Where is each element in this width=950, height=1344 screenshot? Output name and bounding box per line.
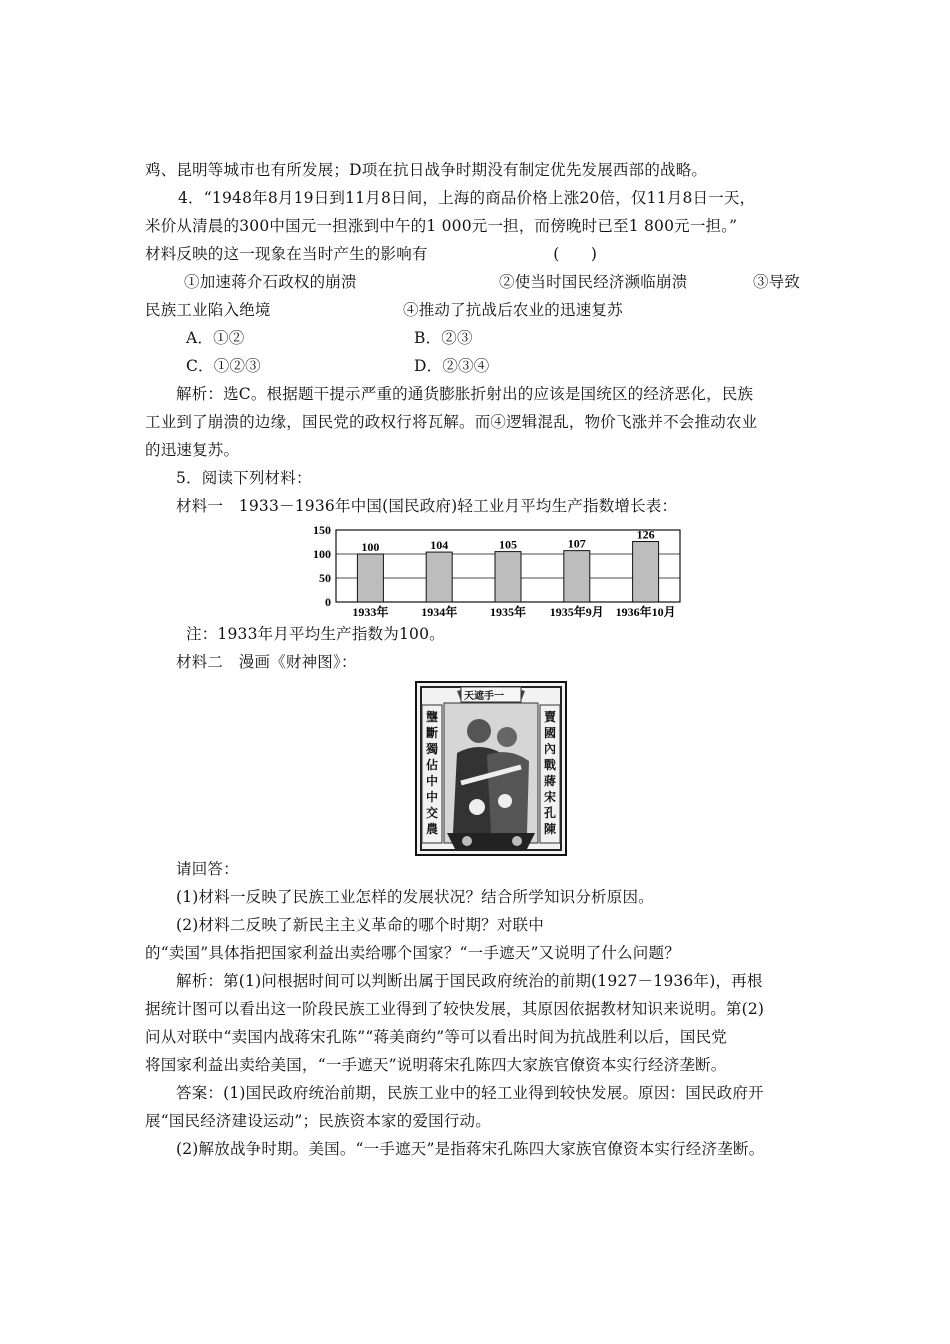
question-5-stem: 5．阅读下列材料： [176, 469, 312, 487]
answer-text: (2)解放战争时期。美国。“一手遮天”是指蒋宋孔陈四大家族官僚资本实行经济垄断。 [176, 1140, 765, 1158]
bar-value-label: 104 [430, 538, 449, 553]
text-line: 的“卖国”具体指把国家利益出卖给哪个国家？“一手遮天”又说明了什么问题？ [145, 944, 680, 962]
text-line: 将国家利益出卖给美国，“一手遮天”说明蒋宋孔陈四大家族官僚资本实行经济垄断。 [145, 1056, 727, 1074]
analysis-text: 解析：第(1)问根据时间可以判断出属于国民政府统治的前期(1927－1936年)，再根 [176, 972, 763, 990]
sub-question-1: (1)材料一反映了民族工业怎样的发展状况？结合所学知识分析原因。 [176, 888, 654, 906]
text-line: 展“国民经济建设运动”；民族资本家的爱国行动。 [145, 1112, 491, 1130]
bar [495, 552, 521, 602]
text-line: 材料反映的这一现象在当时产生的影响有 ( ) [145, 245, 598, 263]
question-4-stem: 4．“1948年8月19日到11月8日间，上海的商品价格上涨20倍，仅11月8日一天， [178, 189, 756, 207]
text-line: 工业到了崩溃的边缘，国民党的政权行将瓦解。而④逻辑混乱，物价飞涨并不会推动农业 [145, 413, 758, 431]
caishen-cartoon-image [415, 681, 567, 856]
bar [633, 542, 659, 602]
y-tick-label: 100 [313, 547, 331, 561]
text-line: 民族工业陷入绝境 [145, 301, 271, 319]
material-two-caption: 材料二 漫画《财神图》： [176, 653, 357, 671]
production-index-chart [300, 520, 690, 625]
analysis-text: 解析：选C。根据题干提示严重的通货膨胀折射出的应该是国统区的经济恶化，民族 [176, 385, 754, 403]
y-tick-label: 0 [325, 595, 331, 609]
text-line: 问从对联中“卖国内战蒋宋孔陈”“蒋美商约”等可以看出时间为抗战胜利以后，国民党 [145, 1028, 727, 1046]
x-tick-label: 1934年 [421, 605, 458, 619]
cartoon-right-couplet: 賣國內戰蔣宋孔陳 [543, 710, 556, 836]
bar-value-label: 100 [361, 540, 380, 554]
option-3: ③导致 [753, 273, 801, 291]
choice-d: D．②③④ [414, 357, 490, 375]
y-tick-label: 150 [313, 523, 331, 537]
option-4: ④推动了抗战后农业的迅速复苏 [403, 301, 623, 319]
text-line: 米价从清晨的300中国元一担涨到中午的1 000元一担，而傍晚时已至1 800元一担。” [145, 217, 738, 235]
x-tick-label: 1935年9月 [549, 605, 604, 619]
please-answer-label: 请回答： [176, 860, 239, 878]
bar-value-label: 105 [499, 537, 517, 552]
sub-question-2: (2)材料二反映了新民主主义革命的哪个时期？对联中 [176, 916, 544, 934]
bar [564, 551, 590, 602]
choice-b: B．②③ [414, 329, 473, 347]
x-tick-label: 1936年10月 [615, 605, 676, 619]
choice-a: A．①② [186, 329, 245, 347]
option-1: ①加速蒋介石政权的崩溃 [184, 273, 357, 291]
material-one-caption: 材料一 1933－1936年中国(国民政府)轻工业月平均生产指数增长表： [176, 497, 678, 515]
bar [357, 554, 383, 602]
y-tick-label: 50 [319, 571, 331, 585]
x-tick-label: 1933年 [352, 605, 389, 619]
cartoon-banner: 天遮手一 [464, 691, 504, 702]
text-line: 的迅速复苏。 [145, 441, 240, 459]
option-2: ②使当时国民经济濒临崩溃 [499, 273, 688, 291]
answer-text: 答案：(1)国民政府统治前期，民族工业中的轻工业得到较快发展。原因：国民政府开 [176, 1084, 764, 1102]
bar-value-label: 107 [567, 536, 586, 551]
cartoon-left-couplet: 壟斷獨佔中中交農 [425, 710, 438, 836]
bar-value-label: 126 [636, 527, 655, 542]
bar [426, 552, 452, 602]
x-tick-label: 1935年 [489, 605, 527, 619]
chart-note: 注：1933年月平均生产指数为100。 [186, 625, 445, 643]
text-line: 据统计图可以看出这一阶段民族工业得到了较快发展，其原因依据教材知识来说明。第(2) [145, 1000, 765, 1018]
text-line: 鸡、昆明等城市也有所发展；D项在抗日战争时期没有制定优先发展西部的战略。 [145, 161, 708, 179]
choice-c: C．①②③ [186, 357, 261, 375]
